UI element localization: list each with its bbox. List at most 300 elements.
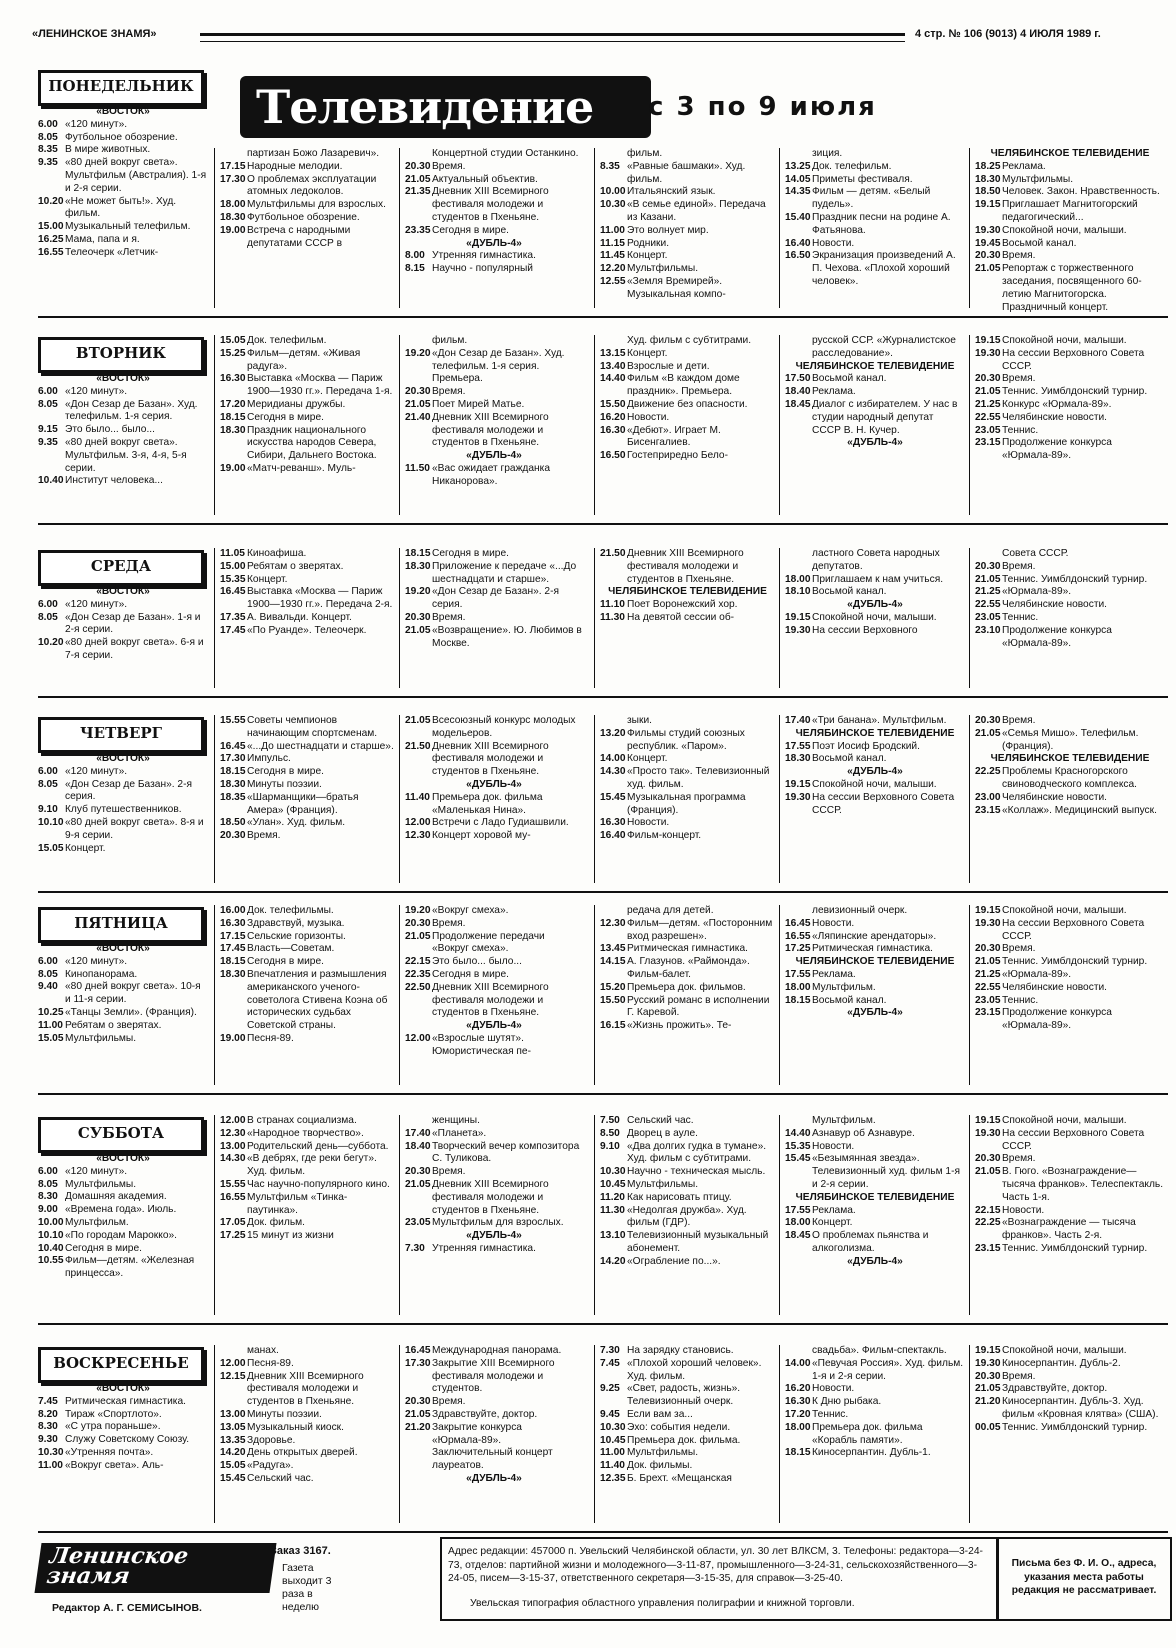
program-time: 16.15 [600, 1020, 626, 1032]
program-row [975, 982, 1165, 995]
program-title: Концерт. [812, 1217, 853, 1229]
program-time: 23.05 [975, 424, 1001, 436]
program-row [38, 817, 208, 843]
program-row [600, 238, 775, 251]
program-time: 18.25 [975, 160, 1001, 172]
program-time: 10.30 [38, 1446, 64, 1458]
program-time: 13.20 [600, 727, 626, 739]
program-row [405, 1128, 583, 1141]
program-title: Приложение к передаче «...До шестнадцати и старше». [432, 560, 577, 585]
program-title: Здоровье. [247, 1434, 296, 1446]
program-title: «Равные башмаки». Худ. фильм. [627, 160, 746, 185]
program-title: Праздник песни на родине А. Фатьянова. [812, 211, 951, 236]
column-divider [594, 905, 595, 1085]
program-title: Док. фильмы. [627, 1460, 693, 1472]
program-row [785, 399, 965, 437]
program-row [600, 995, 775, 1021]
program-row [600, 161, 775, 187]
program-title: Восьмой канал. [812, 994, 887, 1006]
schedule-column [975, 548, 1165, 650]
program-row [785, 943, 965, 956]
program-row [220, 943, 395, 956]
program-title: Мультфильм. [65, 1216, 129, 1228]
program-time: 13.10 [600, 1230, 626, 1242]
program-time: 10.30 [600, 1166, 626, 1178]
program-time: 10.55 [38, 1255, 64, 1267]
program-title: Спокойной ночи, малыши. [1002, 335, 1127, 346]
program-title: На сессии Верховного Совета СССР. [1002, 1127, 1145, 1152]
program-time: 20.30 [975, 715, 1001, 726]
day-block [0, 715, 1176, 883]
program-title: Мультфильмы. [627, 1178, 699, 1190]
program-time: 6.00 [38, 385, 58, 397]
schedule-column [405, 715, 583, 843]
program-time: 6.00 [38, 1165, 58, 1177]
program-row [38, 157, 208, 195]
program-title: К Дню рыбака. [812, 1396, 882, 1408]
program-row [405, 1033, 583, 1059]
program-title: Теннис. Уимблдонский турнир. [1002, 1242, 1148, 1254]
program-row [38, 1421, 208, 1434]
column-divider [779, 1115, 780, 1315]
program-time: 17.20 [220, 398, 246, 410]
program-time: 9.30 [38, 1434, 58, 1446]
program-row [600, 335, 775, 348]
program-title: Восьмой канал. [812, 586, 887, 598]
program-title: Дворец в ауле. [627, 1127, 698, 1139]
program-row [600, 1020, 775, 1033]
program-time: 19.15 [975, 905, 1001, 916]
program-time [785, 335, 812, 361]
program-title: Советы чемпионов начинающим спортсменам. [247, 715, 378, 739]
program-time: 10.20 [38, 195, 64, 207]
program-title: Тираж «Спортлото». [65, 1408, 162, 1420]
program-time: 21.25 [975, 968, 1001, 980]
program-time: 16.45 [220, 740, 246, 752]
program-row [220, 161, 395, 174]
channel-heading: «ВОСТОК» [96, 373, 150, 384]
program-title: Сельский час. [247, 1472, 314, 1484]
program-row [600, 276, 775, 302]
program-title: Мультфильмы. [1002, 173, 1074, 185]
program-title: Концерт хоровой му- [432, 830, 531, 842]
program-row [405, 399, 583, 412]
program-time: 21.35 [405, 186, 431, 198]
program-title: Международная панорама. [432, 1345, 562, 1356]
program-title: А. Вивальди. Концерт. [247, 611, 352, 623]
program-title: «Земля Времирей». Музыкальная компо- [627, 275, 726, 300]
channel-heading: ЧЕЛЯБИНСКОЕ ТЕЛЕВИДЕНИЕ [795, 727, 955, 739]
program-time: 15.45 [785, 1153, 811, 1165]
program-title: Дневник XIII Всемирного фестиваля молодежи и студентов в Пхеньяне. [432, 981, 549, 1019]
program-row [975, 715, 1165, 728]
program-time: 8.05 [38, 1178, 58, 1190]
program-time: 9.35 [38, 157, 58, 169]
program-title: Теннис. Уимблдонский турнир. [1002, 386, 1148, 398]
program-time: 16.50 [785, 250, 811, 262]
program-time: 8.05 [38, 131, 58, 143]
program-time: 16.55 [38, 246, 64, 258]
program-title: Сельский час. [627, 1115, 694, 1126]
program-time: 14.30 [220, 1153, 246, 1165]
program-title: «Дон Сезар де Базан». 2-я серия. [432, 586, 559, 611]
schedule-column [600, 1345, 775, 1486]
program-time: 12.00 [405, 1032, 431, 1044]
program-time: 16.30 [220, 373, 246, 385]
program-title: «Ограбление по...». [627, 1255, 721, 1267]
channel-heading: ЧЕЛЯБИНСКОЕ ТЕЛЕВИДЕНИЕ [795, 956, 955, 968]
program-row [220, 1217, 395, 1230]
program-title: На зарядку становись. [627, 1345, 734, 1356]
program-time: 15.35 [220, 573, 246, 585]
schedule-column [600, 548, 775, 625]
program-time: 17.30 [405, 1357, 431, 1369]
channel-heading: ЧЕЛЯБИНСКОЕ ТЕЛЕВИДЕНИЕ [990, 753, 1150, 765]
program-title: Новости. [627, 411, 670, 423]
program-title: Сегодня в мире. [247, 766, 324, 778]
program-row [38, 386, 208, 399]
program-title: Встреча с народными депутатами СССР в [247, 224, 351, 249]
channel-heading: «ВОСТОК» [96, 1153, 150, 1164]
schedule-column [405, 1345, 583, 1486]
program-row [975, 586, 1165, 599]
program-title: «Ляпинские арендаторы». [812, 930, 937, 942]
program-time: 16.20 [600, 411, 626, 423]
day-label: ПОНЕДЕЛЬНИК [38, 70, 204, 106]
program-title: Впечатления и размышления американского ученого-советолога Стивена Коэна об исторических судьбах Советской страны. [247, 968, 388, 1032]
program-row [785, 1383, 965, 1396]
program-title: «В семье единой». Передача из Казани. [627, 199, 766, 223]
program-time: 23.05 [405, 1217, 431, 1229]
program-row [405, 830, 583, 843]
program-row [405, 186, 583, 224]
program-title: Концертной студии Останкино. [432, 148, 579, 159]
program-title: Мультфильм «Тинка-паутинка». [247, 1191, 348, 1216]
program-time: 10.10 [38, 816, 64, 828]
program-title: «Жизнь прожить». Те- [627, 1020, 732, 1032]
program-row [38, 1396, 208, 1409]
tv-dates: с 3 по 9 июля [648, 92, 877, 122]
program-row [220, 1447, 395, 1460]
program-time [600, 905, 627, 918]
program-time: 11.50 [405, 462, 430, 474]
program-time: 19.15 [785, 778, 811, 790]
program-row [405, 586, 583, 612]
schedule-column [38, 1153, 208, 1281]
program-title: Приглашаем к нам учиться. [812, 573, 944, 585]
program-time: 16.20 [785, 1383, 811, 1395]
program-time: 21.25 [975, 586, 1001, 598]
program-row [405, 1115, 583, 1128]
program-title: Спокойной ночи, малыши. [1002, 224, 1127, 236]
program-title: Новости. [1002, 1204, 1045, 1216]
program-title: Утренняя гимнастика. [432, 1242, 536, 1254]
program-row [600, 1422, 775, 1435]
program-row [600, 1192, 775, 1205]
program-time: 11.00 [600, 224, 625, 236]
program-title: Творческий вечер композитора С. Туликова. [432, 1140, 580, 1165]
program-row [785, 792, 965, 818]
program-time: 21.05 [975, 727, 1001, 739]
program-row [405, 969, 583, 982]
program-title: Концерт. [627, 753, 668, 765]
program-row [785, 161, 965, 174]
program-row [220, 1192, 395, 1218]
program-row [220, 1179, 395, 1192]
program-title: Спокойной ночи, малыши. [1002, 1115, 1127, 1126]
program-title: фильм. [627, 148, 663, 159]
program-time: 21.05 [405, 930, 431, 942]
program-time: 6.00 [38, 118, 58, 130]
program-time: 22.25 [975, 1217, 1001, 1229]
program-time: 11.20 [600, 1191, 625, 1203]
program-row [220, 412, 395, 425]
program-time: 19.20 [405, 586, 431, 598]
schedule-column [220, 905, 395, 1046]
program-time: 12.35 [600, 1472, 626, 1484]
day-separator [38, 1323, 1168, 1325]
program-title: Ритмическая гимнастика. [812, 943, 933, 955]
program-time: 23.15 [975, 1242, 1001, 1254]
program-title: Песня-89. [247, 1032, 294, 1044]
program-title: Реклама. [1002, 160, 1046, 172]
channel-heading: ЧЕЛЯБИНСКОЕ ТЕЛЕВИДЕНИЕ [795, 360, 955, 372]
program-time: 21.05 [405, 173, 431, 185]
program-row [600, 450, 775, 463]
program-time [785, 1345, 812, 1358]
program-time [220, 1345, 247, 1358]
program-title: Спокойной ночи, малыши. [812, 778, 937, 790]
program-row [405, 561, 583, 587]
program-row [405, 174, 583, 187]
program-title: Диалог с избирателем. У нас в студии народный депутат СССР В. Н. Кучер. [812, 398, 958, 436]
program-time: 13.05 [220, 1421, 246, 1433]
program-time: 21.05 [975, 386, 1001, 398]
program-row [785, 1396, 965, 1409]
program-row [220, 969, 395, 1033]
program-title: Если вам за... [627, 1408, 693, 1420]
program-row [785, 1230, 965, 1256]
program-time: 17.25 [785, 943, 811, 955]
program-row [405, 1409, 583, 1422]
program-title: Здравствуйте, доктор. [432, 1408, 538, 1420]
program-time: 8.05 [38, 398, 58, 410]
program-title: Теннис. Уимблдонский турнир. [1002, 1421, 1148, 1433]
program-title: «Юрмала-89». [1002, 586, 1072, 598]
program-time: 16.45 [405, 1345, 431, 1356]
program-time: 8.05 [38, 778, 58, 790]
program-time: 21.05 [405, 1408, 431, 1420]
program-row [600, 1345, 775, 1358]
program-row [785, 612, 965, 625]
column-divider [214, 148, 215, 308]
program-title: «Дон Сезар де Базан». Худ. телефильм. 1-я серия. [65, 398, 198, 423]
program-time: 15.50 [600, 994, 626, 1006]
program-row [405, 386, 583, 399]
program-title: левизионный очерк. [812, 905, 908, 916]
channel-heading: «ДУБЛЬ-4» [466, 237, 522, 249]
program-row [220, 1435, 395, 1448]
column-divider [214, 548, 215, 688]
program-row [220, 548, 395, 561]
channel-heading: ЧЕЛЯБИНСКОЕ ТЕЛЕВИДЕНИЕ [608, 586, 767, 598]
schedule-column [975, 1115, 1165, 1256]
schedule-column [975, 715, 1165, 817]
program-title: Научно - популярный [432, 263, 533, 275]
day-block [0, 1345, 1176, 1523]
program-time: 7.50 [600, 1115, 620, 1126]
program-title: Служу Советскому Союзу. [65, 1434, 190, 1446]
program-title: Концерт. [247, 573, 288, 585]
program-row [220, 1128, 395, 1141]
program-time [405, 335, 432, 348]
program-title: «80 дней вокруг света». 10-я и 11-я серии. [65, 981, 201, 1006]
channel-heading: «ДУБЛЬ-4» [847, 599, 903, 611]
program-time: 10.10 [38, 1229, 64, 1241]
program-time: 13.35 [220, 1434, 246, 1446]
schedule-column [38, 1383, 208, 1473]
program-row [405, 1358, 583, 1396]
program-row [405, 817, 583, 830]
program-title: Ребятам о зверятах. [247, 560, 344, 572]
program-time [785, 1115, 812, 1128]
program-title: Фильм «В каждом доме праздник». Премьера. [627, 373, 740, 398]
program-time: 17.25 [220, 1230, 246, 1242]
program-title: О проблемах эксплуатации атомных ледоколов. [247, 173, 377, 198]
program-time: 18.30 [975, 173, 1001, 185]
program-time: 10.45 [600, 1178, 626, 1190]
program-row [975, 199, 1165, 225]
program-title: Приглашает Магнитогорский педагогический... [1002, 199, 1138, 223]
program-title: Теннис. [1002, 994, 1039, 1006]
program-row [38, 804, 208, 817]
channel-heading: ЧЕЛЯБИНСКОЕ ТЕЛЕВИДЕНИЕ [990, 148, 1150, 159]
program-row [220, 612, 395, 625]
program-time: 15.45 [600, 791, 626, 803]
program-row [38, 637, 208, 663]
program-time: 10.00 [600, 186, 626, 198]
program-row [38, 475, 208, 488]
program-time: 8.15 [405, 263, 425, 275]
program-row [975, 412, 1165, 425]
program-row [38, 599, 208, 612]
program-row [220, 918, 395, 931]
program-title: Человек. Закон. Нравственность. [1002, 186, 1160, 198]
program-time: 16.30 [600, 817, 626, 829]
program-row [405, 225, 583, 238]
program-row [220, 1422, 395, 1435]
program-time: 19.15 [975, 1345, 1001, 1356]
program-time: 15.20 [600, 981, 626, 993]
program-title: «Два долгих гудка в тумане». Худ. фильм с субтитрами. [627, 1140, 767, 1165]
program-row [38, 1191, 208, 1204]
program-row [975, 1153, 1165, 1166]
program-row [38, 424, 208, 437]
program-title: «Шарманщики—братья Амера» (Франция). [247, 791, 359, 816]
program-row [785, 995, 965, 1008]
program-time: 21.05 [405, 624, 431, 636]
program-time: 18.15 [220, 411, 246, 423]
program-row [220, 956, 395, 969]
program-row [975, 250, 1165, 263]
program-title: Научно - техническая мысль. [627, 1166, 766, 1178]
schedule-column [405, 548, 583, 650]
column-divider [399, 715, 400, 883]
program-time: 19.00 [220, 462, 246, 474]
program-time: 16.55 [220, 1191, 246, 1203]
program-time: 21.25 [975, 398, 1001, 410]
column-divider [399, 1345, 400, 1523]
program-time: 17.45 [220, 624, 246, 636]
program-time: 22.55 [975, 981, 1001, 993]
program-title: Время. [432, 917, 466, 929]
program-title: «Дон Сезар де Базан». Худ. телефильм. 1-я серия. Премьера. [432, 347, 565, 385]
program-title: Это волнует мир. [627, 224, 709, 236]
program-row [600, 263, 775, 276]
program-row [38, 969, 208, 982]
day-separator [38, 523, 1168, 525]
program-row [220, 830, 395, 843]
program-title: свадьба». Фильм-спектакль. [812, 1345, 947, 1356]
program-row [785, 931, 965, 944]
column-divider [779, 335, 780, 515]
program-title: «С утра пораньше». [65, 1421, 161, 1433]
program-row [975, 225, 1165, 238]
schedule-column [785, 148, 965, 289]
day-label: ПЯТНИЦА [38, 907, 204, 943]
column-divider [399, 1115, 400, 1315]
day-separator [38, 1531, 1168, 1533]
program-time: 13.00 [220, 1140, 246, 1152]
program-title: Спокойной ночи, малыши. [1002, 1345, 1127, 1356]
program-title: Праздник национального искусства народов Севера, Сибири, Дальнего Востока. [247, 424, 377, 462]
program-title: Фильмы студий союзных республик. «Паром». [627, 727, 745, 752]
program-title: Док. телефильм. [247, 335, 327, 346]
program-row [220, 574, 395, 587]
program-title: Восьмой канал. [812, 753, 887, 765]
program-title: Док. фильм. [247, 1217, 305, 1229]
program-title: В странах социализма. [247, 1115, 357, 1126]
program-time: 6.00 [38, 598, 58, 610]
schedule-column [600, 148, 775, 302]
program-title: «Вокруг света». Аль- [65, 1459, 164, 1471]
program-row [785, 148, 965, 161]
schedule-column [785, 905, 965, 1020]
program-title: «Улан». Худ. фильм. [247, 817, 346, 829]
program-title: Киносерпантин. Дубль-3. Худ. фильм «Кровная клятва» (США). [1002, 1396, 1159, 1420]
program-row [600, 1115, 775, 1128]
program-title: Мультфильмы для взрослых. [247, 199, 386, 211]
program-time: 22.55 [975, 411, 1001, 423]
program-row [38, 843, 208, 856]
program-time: 15.55 [220, 1178, 246, 1190]
program-time: 12.30 [600, 917, 626, 929]
program-time: 21.05 [405, 715, 431, 726]
program-row [975, 161, 1165, 174]
program-row [405, 1243, 583, 1256]
program-title: Челябинские новости. [1002, 791, 1108, 803]
program-row [975, 263, 1165, 314]
program-row [220, 1409, 395, 1422]
program-row [975, 1243, 1165, 1256]
program-title: «Вознаграждение — тысяча франков». Часть 2-я. [1002, 1217, 1136, 1242]
program-time: 20.30 [405, 1396, 431, 1408]
program-title: День открытых дверей. [247, 1447, 358, 1459]
program-time [785, 905, 812, 918]
program-row [785, 982, 965, 995]
program-time: 18.45 [785, 1230, 811, 1242]
program-time: 8.05 [38, 968, 58, 980]
